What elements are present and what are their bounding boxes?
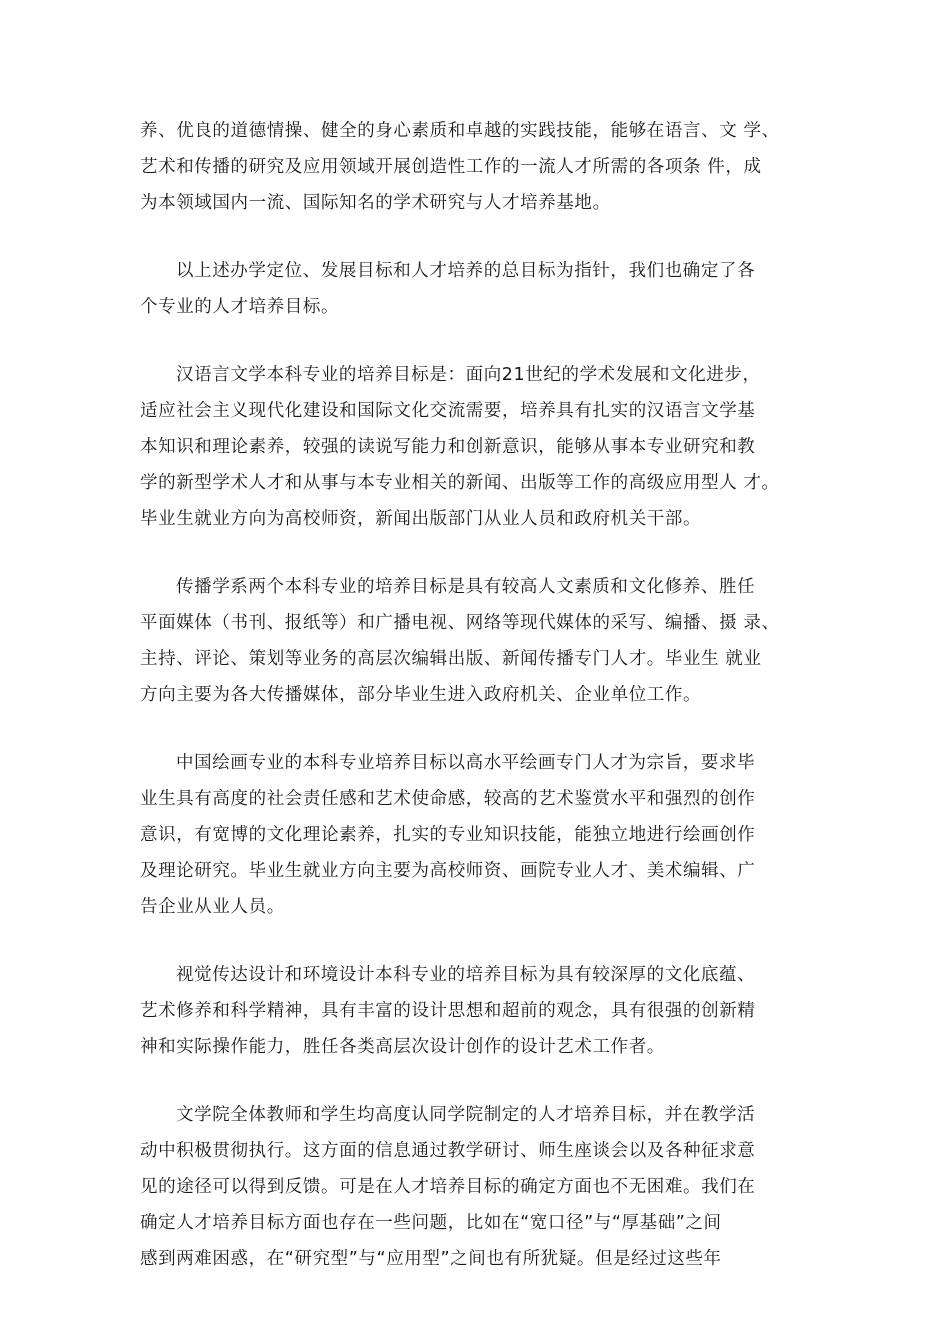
text-line: 平面媒体（书刊、报纸等）和广播电视、网络等现代媒体的采写、编播、摄 录、 xyxy=(140,613,780,633)
text-line: 汉语言文学本科专业的培养目标是：面向21世纪的学术发展和文化进步， xyxy=(176,365,761,385)
text-line: 中国绘画专业的本科专业培养目标以高水平绘画专门人才为宗旨，要求毕 xyxy=(176,753,756,773)
text-line: 为本领域国内一流、国际知名的学术研究与人才培养基地。 xyxy=(140,193,611,213)
paragraph-2 xyxy=(140,253,812,325)
text-line: 艺术修养和科学精神，具有丰富的设计思想和超前的观念，具有很强的创新精 xyxy=(140,1001,756,1021)
paragraph-6 xyxy=(140,957,812,1065)
text-line: 传播学系两个本科专业的培养目标是具有较高人文素质和文化修养、胜任 xyxy=(176,577,756,597)
text-line: 告企业从业人员。 xyxy=(140,897,285,917)
text-line: 业生具有高度的社会责任感和艺术使命感，较高的艺术鉴赏水平和强烈的创作 xyxy=(140,789,756,809)
text-line: 文学院全体教师和学生均高度认同学院制定的人才培养目标，并在教学活 xyxy=(176,1105,756,1125)
text-line: 主持、评论、策划等业务的高层次编辑出版、新闻传播专门人才。毕业生 就业 xyxy=(140,649,762,669)
text-line: 适应社会主义现代化建设和国际文化交流需要，培养具有扎实的汉语言文学基 xyxy=(140,401,756,421)
paragraph-5 xyxy=(140,745,812,925)
paragraph-3 xyxy=(140,357,812,537)
paragraph-1 xyxy=(140,113,812,221)
text-line: 见的途径可以得到反馈。可是在人才培养目标的确定方面也不无困难。我们在 xyxy=(140,1177,756,1197)
text-line: 学的新型学术人才和从事与本专业相关的新闻、出版等工作的高级应用型人 才。 xyxy=(140,473,780,493)
text-line: 毕业生就业方向为高校师资，新闻出版部门从业人员和政府机关干部。 xyxy=(140,509,702,529)
text-line: 以上述办学定位、发展目标和人才培养的总目标为指针，我们也确定了各 xyxy=(176,261,756,281)
text-line: 艺术和传播的研究及应用领域开展创造性工作的一流人才所需的各项条 件，成 xyxy=(140,157,762,177)
text-line: 视觉传达设计和环境设计本科专业的培养目标为具有较深厚的文化底蕴、 xyxy=(176,965,756,985)
text-line: 动中积极贯彻执行。这方面的信息通过教学研讨、师生座谈会以及各种征求意 xyxy=(140,1141,756,1161)
document-page xyxy=(140,113,812,1309)
paragraph-4 xyxy=(140,569,812,713)
text-line: 个专业的人才培养目标。 xyxy=(140,297,340,317)
text-line: 确定人才培养目标方面也存在一些问题，比如在“宽口径”与“厚基础”之间 xyxy=(140,1213,722,1233)
paragraph-7 xyxy=(140,1097,812,1277)
text-line: 神和实际操作能力，胜任各类高层次设计创作的设计艺术工作者。 xyxy=(140,1037,665,1057)
text-line: 感到两难困惑，在“研究型”与“应用型”之间也有所犹疑。但是经过这些年 xyxy=(140,1249,722,1269)
text-line: 养、优良的道德情操、健全的身心素质和卓越的实践技能，能够在语言、文 学、 xyxy=(140,121,780,141)
text-line: 方向主要为各大传播媒体，部分毕业生进入政府机关、企业单位工作。 xyxy=(140,685,702,705)
text-line: 意识，有宽博的文化理论素养，扎实的专业知识技能，能独立地进行绘画创作 xyxy=(140,825,756,845)
text-line: 及理论研究。毕业生就业方向主要为高校师资、画院专业人才、美术编辑、广 xyxy=(140,861,756,881)
text-line: 本知识和理论素养，较强的读说写能力和创新意识，能够从事本专业研究和教 xyxy=(140,437,756,457)
